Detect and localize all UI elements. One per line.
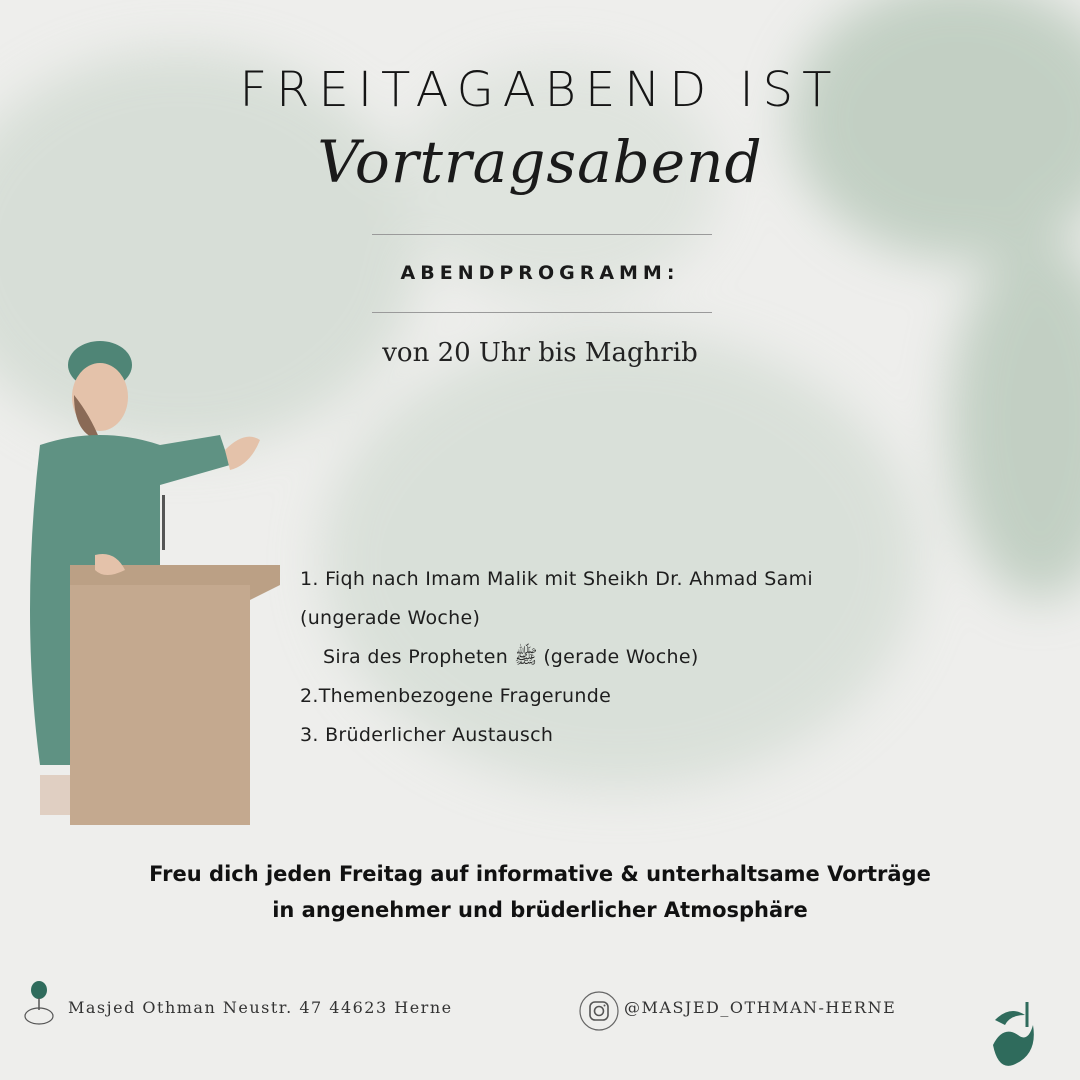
instagram-handle[interactable]: @MASJED_OTHMAN-HERNE xyxy=(624,998,897,1017)
mosque-logo xyxy=(985,1000,1045,1070)
tagline xyxy=(0,856,1080,928)
list-item: 2.Themenbezogene Fragerunde xyxy=(300,685,612,707)
tagline-line-2: in angenehmer und brüderlicher Atmosphäre xyxy=(272,898,808,922)
list-item: 3. Brüderlicher Austausch xyxy=(300,724,554,746)
speaker-illustration xyxy=(0,335,290,835)
divider-top xyxy=(372,234,712,235)
tagline-line-1: Freu dich jeden Freitag auf informative & unterhaltsame Vorträge xyxy=(149,862,931,886)
program-list xyxy=(300,560,813,755)
instagram-icon[interactable] xyxy=(578,990,620,1032)
location-pin-icon xyxy=(22,980,56,1026)
program-time: von 20 Uhr bis Maghrib xyxy=(382,338,698,368)
list-item: 1. Fiqh nach Imam Malik mit Sheikh Dr. Ahmad Sami xyxy=(300,568,813,590)
address: Masjed Othman Neustr. 47 44623 Herne xyxy=(68,998,453,1017)
headline: FREITAGABEND IST xyxy=(239,62,841,118)
list-item: (ungerade Woche) xyxy=(300,607,481,629)
list-item: Sira des Propheten ﷺ (gerade Woche) xyxy=(323,646,699,668)
subtitle-script: Vortragsabend xyxy=(317,128,763,196)
program-heading: ABENDPROGRAMM: xyxy=(400,262,680,284)
divider-bottom xyxy=(372,312,712,313)
